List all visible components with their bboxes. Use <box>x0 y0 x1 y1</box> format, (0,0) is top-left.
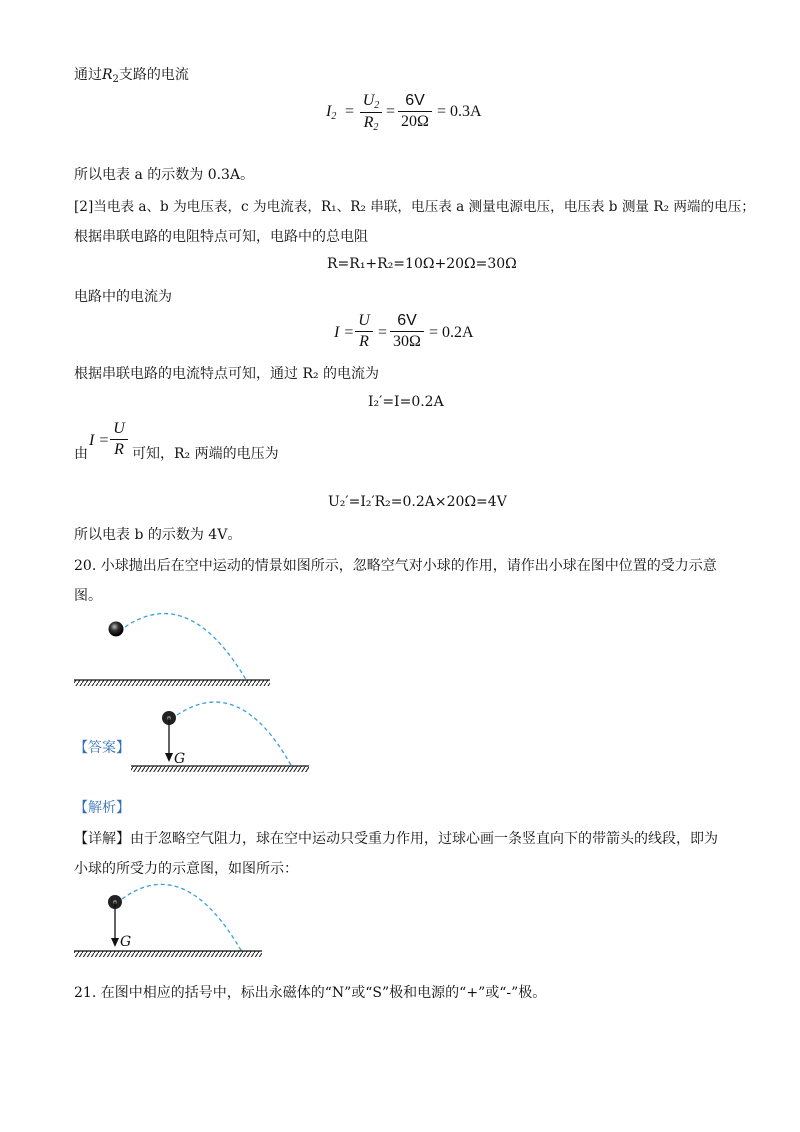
ball <box>109 622 124 637</box>
equation-total-resistance: R=R₁+R₂=10Ω+20Ω=30Ω <box>327 256 517 272</box>
text-current-intro: 电路中的电流为 <box>74 289 172 305</box>
gravity-arrow-head <box>111 938 119 947</box>
eq1-fraction-ur: $U_2$ $R_2$ <box>360 92 382 133</box>
figure-question-trajectory <box>70 605 280 690</box>
detail-line1: 【详解】由于忽略空气阻力，球在空中运动只受重力作用，过球心画一条竖直向下的带箭头的线段，即为 <box>74 831 718 847</box>
question-21: 21. 在图中相应的括号中，标出永磁体的“N”或“S”极和电源的“+”或“-”极。 <box>74 985 547 1001</box>
eq3-equals: = <box>378 324 388 341</box>
p1-tail: 支路的电流 <box>118 67 189 83</box>
ground-hatch <box>131 766 309 772</box>
eq3-lhs: I = <box>334 324 355 341</box>
equation-i2-prime: I₂′=I=0.2A <box>368 394 444 410</box>
gravity-arrow-head <box>165 753 173 762</box>
p1-var: R <box>102 67 113 83</box>
force-label-g: G <box>174 751 186 767</box>
ground-hatch <box>74 680 270 686</box>
answer-label: 【答案】 <box>74 740 130 756</box>
question-20-line2: 图。 <box>74 588 102 604</box>
question-20-line1: 20. 小球抛出后在空中运动的情景如图所示，忽略空气对小球的作用，请作出小球在图中位置的受力示意 <box>74 558 717 574</box>
force-label-g-2: G <box>120 934 132 950</box>
analysis-label: 【解析】 <box>74 800 130 816</box>
text-case-2: [2]当电表 a、b 为电压表，c 为电流表，R₁、R₂ 串联，电压表 a 测量电源电压，电压表 b 测量 R₂ 两端的电压； <box>74 199 755 215</box>
trajectory-dashed <box>122 884 242 952</box>
eq1-result: = 0.3A <box>437 103 482 120</box>
eq3-result: = 0.2A <box>429 324 474 341</box>
text-current-through-r2 <box>74 64 189 85</box>
eq1-equals-2: = <box>386 103 396 120</box>
p1-sub: 2 <box>112 74 119 85</box>
eq1-equals-1: = <box>345 103 355 120</box>
figure-answer-force <box>125 695 315 777</box>
eq1-fraction-values: 6V 20Ω <box>398 92 432 131</box>
text-total-resistance-intro: 根据串联电路的电阻特点可知，电路中的总电阻 <box>74 229 368 245</box>
figure-explanation-force <box>70 875 270 960</box>
text-meter-b-reading: 所以电表 b 的示数为 4V。 <box>74 527 242 543</box>
ground-hatch <box>74 951 262 957</box>
eq3-fraction-values: 6V 30Ω <box>390 312 424 351</box>
p7-eq-lhs: I = <box>89 432 110 449</box>
eq3-fraction-ur: U R <box>355 312 373 351</box>
trajectory-dashed <box>177 702 292 767</box>
text-meter-a-reading: 所以电表 a 的示数为 0.3A。 <box>74 167 255 183</box>
equation-u2-prime: U₂′=I₂′R₂=0.2A×20Ω=4V <box>328 494 507 510</box>
p1-prefix: 通过 <box>74 67 102 83</box>
p7-fraction: U R <box>110 420 128 459</box>
p7-prefix: 由 <box>74 446 88 462</box>
trajectory-dashed <box>125 614 248 683</box>
eq1-lhs: $I_2$ <box>326 103 337 122</box>
text-series-current-intro: 根据串联电路的电流特点可知，通过 R₂ 的电流为 <box>74 366 380 382</box>
p7-tail: 可知，R₂ 两端的电压为 <box>132 446 279 462</box>
detail-line2: 小球的所受力的示意图，如图所示： <box>74 861 298 877</box>
